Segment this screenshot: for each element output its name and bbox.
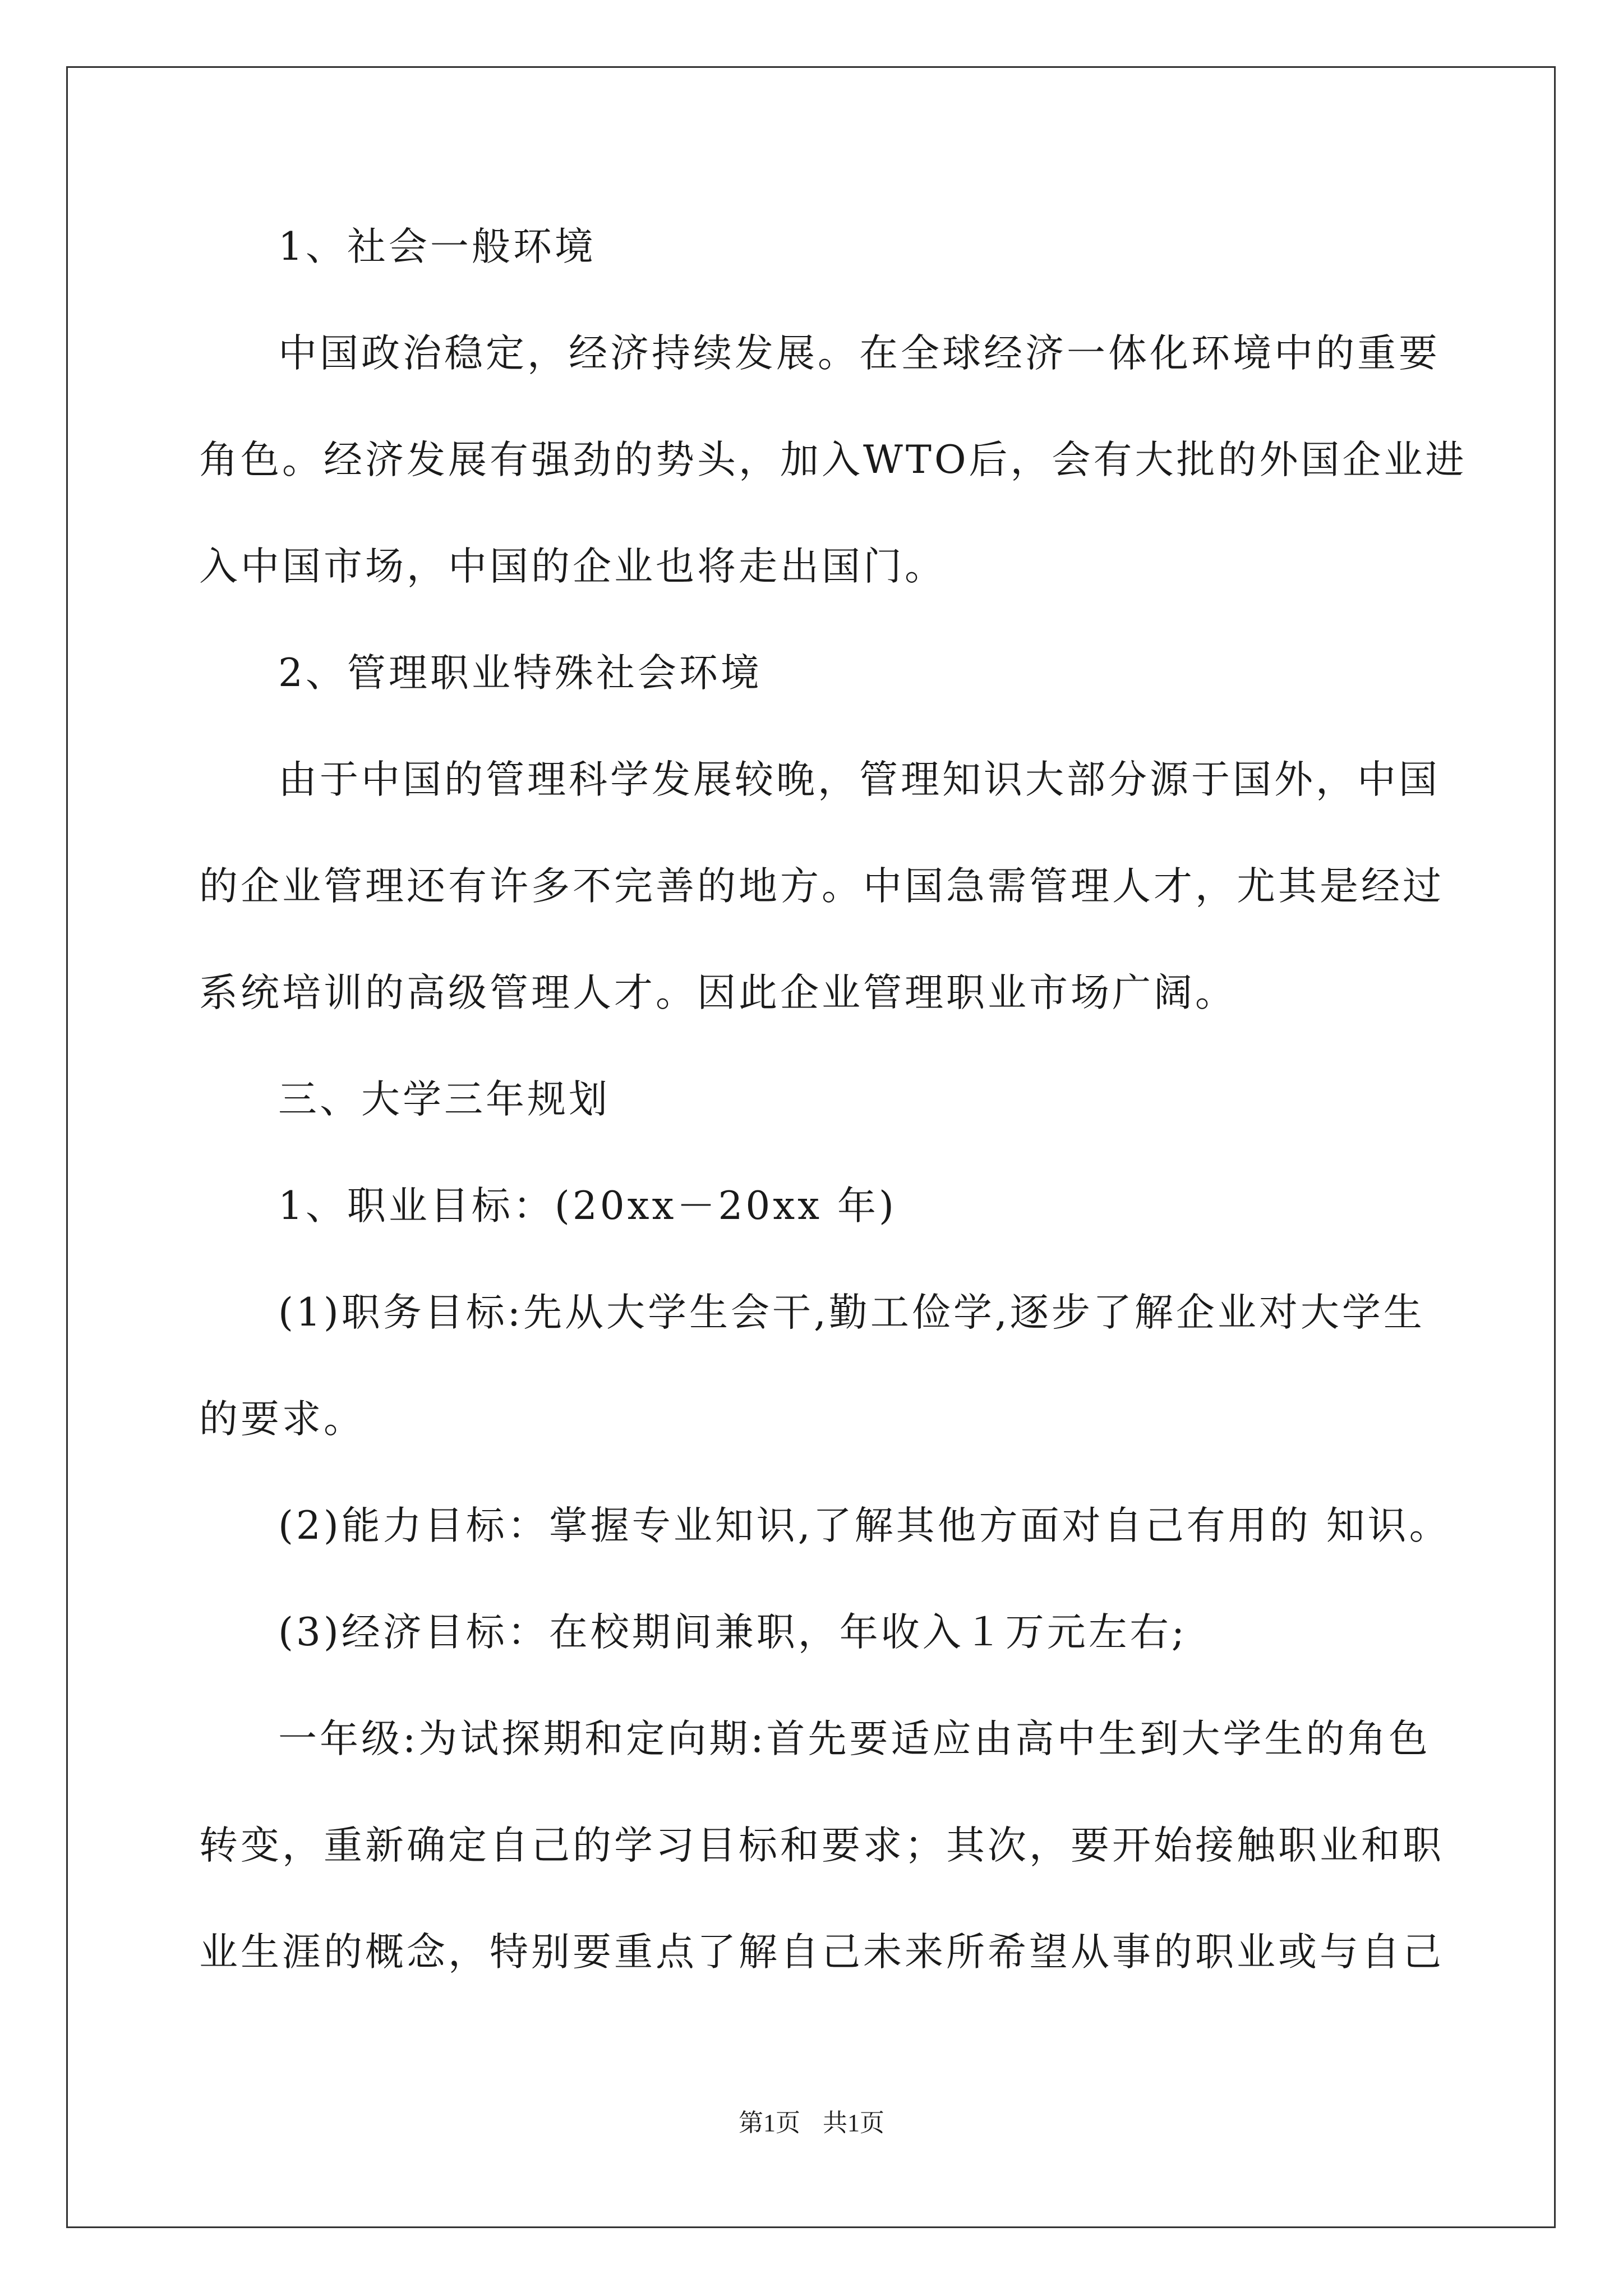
- paragraph-line: (2)能力目标：掌握专业知识,了解其他方面对自己有用的 知识。: [278, 1503, 1451, 1548]
- heading-social-environment: 1、社会一般环境: [278, 224, 596, 269]
- heading-management-environment: 2、管理职业特殊社会环境: [278, 651, 762, 696]
- paragraph-line: 一年级:为试探期和定向期:首先要适应由高中生到大学生的角色: [278, 1717, 1431, 1761]
- page-footer: [0, 2106, 1623, 2140]
- paragraph-line: 系统培训的高级管理人才。因此企业管理职业市场广阔。: [199, 970, 1237, 1015]
- paragraph-line: 转变，重新确定自己的学习目标和要求；其次，要开始接触职业和职: [199, 1823, 1444, 1868]
- paragraph-line: (1)职务目标:先从大学生会干,勤工俭学,逐步了解企业对大学生: [278, 1290, 1425, 1335]
- paragraph-line: 中国政治稳定，经济持续发展。在全球经济一体化环境中的重要: [278, 331, 1440, 376]
- heading-career-goal: 1、职业目标：(20xx－20xx 年): [278, 1184, 897, 1228]
- paragraph-line: 的企业管理还有许多不完善的地方。中国急需管理人才，尤其是经过: [199, 864, 1444, 909]
- section-heading-three-year-plan: 三、大学三年规划: [278, 1077, 610, 1122]
- paragraph-line: 的要求。: [199, 1397, 365, 1442]
- paragraph-line: (3)经济目标：在校期间兼职，年收入１万元左右;: [278, 1610, 1187, 1655]
- total-pages: 共1页: [823, 2109, 884, 2137]
- paragraph-line: 由于中国的管理科学发展较晚，管理知识大部分源于国外，中国: [278, 757, 1440, 802]
- page-number: 第1页: [739, 2109, 800, 2137]
- paragraph-line: 角色。经济发展有强劲的势头，加入WTO后，会有大批的外国企业进: [199, 438, 1467, 482]
- page-border: [66, 66, 1556, 2228]
- paragraph-line: 业生涯的概念，特别要重点了解自己未来所希望从事的职业或与自己: [199, 1930, 1444, 1975]
- paragraph-line: 入中国市场，中国的企业也将走出国门。: [199, 544, 946, 589]
